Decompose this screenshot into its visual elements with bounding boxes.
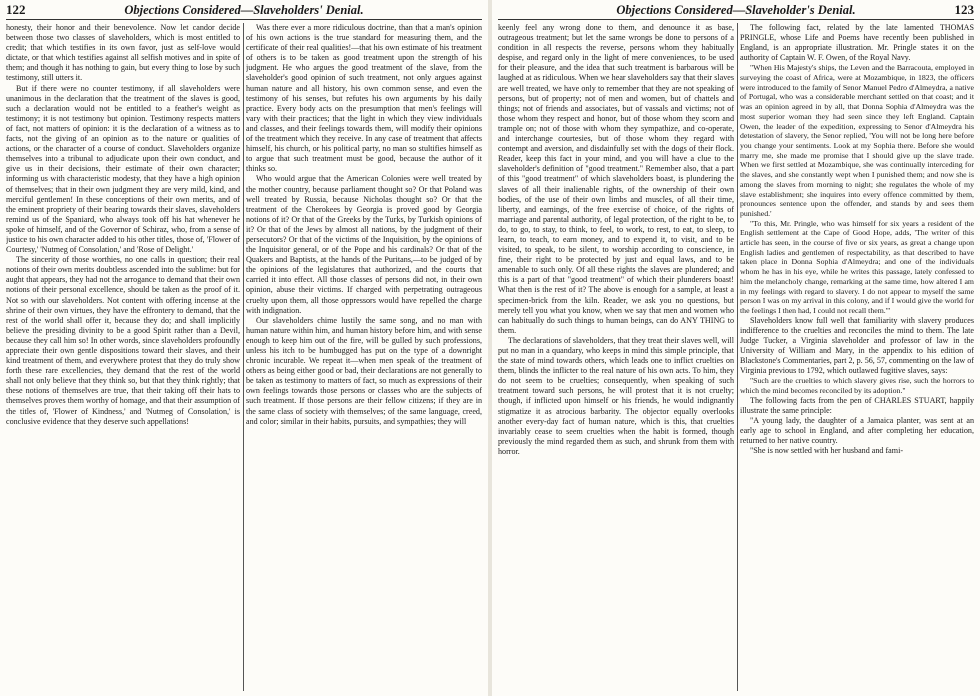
quoted-paragraph: "To this, Mr. Pringle, who was himself for six years a resident of the English settlement at the Cape of Good Hope, adds, 'The writer of this article has seen, in the course of five or six years, as great a change upon English ladies and gentlemen of respectability, as that described to have taken place in Donna Sophia d'Almeydra; and one of the individuals whom he has in his eye, while he writes this passage, lately confessed to him the melancholy change, remarking at the same time, how altered I am in my feelings with regard to slavery. I do not appear to myself the same person I was on my arrival in this colony, and if I would give the world for the feelings I then had, I could not recall them.'"	[740, 218, 974, 315]
paragraph: "A young lady, the daughter of a Jamaica planter, was sent at an early age to school in England, and after completing her education, returned to her native country.	[740, 415, 974, 445]
paragraph: Slaveholders know full well that familiarity with slavery produces indifference to the cruelties and reconciles the mind to them. The late Judge Tucker, a Virginia slaveholder and professor of law in the University of William and Mary, in the appendix to his edition of Blackstone's Commentaries, part 2, p. 56, 57, commenting on the law of Virginia previous to 1792, which outlawed fugitive slaves, says:	[740, 315, 974, 376]
paragraph: The following fact, related by the late lamented THOMAS PRINGLE, whose Life and Poems have recently been published in England, is an appropriate illustration. Mr. Pringle states it on the authority of Captain W. F. Owen, of the Royal Navy.	[740, 23, 974, 63]
page-number: 122	[6, 2, 26, 17]
right-page	[492, 0, 980, 696]
paragraph: The following facts from the pen of CHARLES STUART, happily illustrate the same principle:	[740, 395, 974, 415]
column-divider	[737, 23, 738, 691]
header-rule	[498, 19, 974, 20]
text-column-2	[740, 23, 974, 693]
running-title: Objections Considered—Slaveholder's Denial.	[616, 3, 856, 17]
paragraph: honesty, their honor and their benevolence. Now let candor decide between those two classes of slaveholders, which is most entitled to credit; that which testifies in its own favor, just as self-love would dictate, or that which testifies against all selfish motives and in spite of them; and though it has nothing to gain, but every thing to lose by such testimony, still utters it.	[6, 23, 240, 83]
page-number: 123	[954, 2, 974, 17]
page-header	[6, 2, 482, 18]
quoted-paragraph: "Such are the cruelties to which slavery gives rise, such the horrors to which the mind becomes reconciled by its adoption."	[740, 376, 974, 395]
text-column-2	[246, 23, 482, 693]
paragraph: But if there were no counter testimony, if all slaveholders were unanimous in the declaration that the treatment of the slaves is good, such a declaration would not be entitled to a feather's weight as testimony; it is not testimony but opinion. Testimony respects matters of fact, not matters of opinion: it is the declaration of a witness as to facts, not the giving of an opinion as to the nature or qualities of actions, or the character of a course of conduct. Slaveholders organize themselves into a tribunal to adjudicate upon their own conduct, and give us in their decisions, their estimate of their own character; informing us with characteristic modesty, that they have a high opinion of themselves; that in their own judgment they are very mild, kind, and merciful gentlemen! In these conceptions of their own merits, and of the eminent propriety of their bearing towards their slaves, slaveholders remind us of the Spaniard, who always took off his hat whenever he spoke of himself, and of the Governor of Schiraz, who, from a sense of justice to his own character added to his other titles, those of, 'Flower of Courtesy,' 'Nutmeg of Consolation,' and 'Rose of Delight.'	[6, 83, 240, 255]
quoted-paragraph: "When His Majesty's ships, the Leven and the Barracouta, employed in surveying the coast of Africa, were at Mozambique, in 1823, the officers were introduced to the family of Senor Manuel Pedro d'Almeydra, a native of Portugal, who was a considerable merchant settled on that coast; and it was an opinion agreed in by all, that Donna Sophia d'Almeydra was the most superior woman they had seen since they left England. Captain Owen, the leader of the expedition, expressing to Senor d'Almeydra his detestation of slavery, the Senor replied, 'You will not be long here before you change your sentiments. Look at my Sophia there. Before she would marry me, she made me promise that I should give up the slave trade. When we first settled at Mozambique, she was continually interceding for the slaves, and she constantly wept when I punished them; and now she is among the slaves from morning to night; she regulates the whole of my slave establishment; she inquires into every offence committed by them, pronounces sentence upon the offender, and stands by and sees them punished.'	[740, 63, 974, 218]
text-column-1	[498, 23, 734, 693]
paragraph: The sincerity of those worthies, no one calls in question; their real notions of their own merits doubtless ascended into the sublime: but for aught that appears, they had not the arrogance to demand that their own notions of their personal excellence, should be taken as the proof of it. Not so with our slaveholders. Not content with offering incense at the shrine of their own virtues, they have the effrontery to demand, that the rest of the world shall offer it, because they do; and shall implicitly believe the presiding divinity to be a good Spirit rather than a Devil, because they call him so! In other words, since slaveholders profoundly appreciate their own gentle dispositions toward their slaves, and their kind treatment of them, and everywhere protest that they do truly show forth these rare excellencies, they demand that the rest of the world shall not only believe that they think so, but that they think rightly; that these notions of themselves are true, that their taking off their hats to themselves proves them worthy of homage, and that their assumption of the titles of, 'Flower of Kindness,' and 'Nutmeg of Consolation,' is conclusive evidence that they deserve such appellations!	[6, 255, 240, 426]
paragraph: keenly feel any wrong done to them, and denounce it as base, outrageous treatment; but let the same wrongs be done to persons of a condition in all respects the reverse, persons whom they habitually despise, and regard only in the light of mere conveniences, to be used for their pleasure, and the idea that such treatment is barbarous will be laughed at as ridiculous. When we hear slaveholders say that their slaves are well treated, we have only to remember that they are not speaking of persons, but of property; not of men and women, but of chattels and things; not of friends and associates, but of vassals and victims; not of those whom they respect and honor, but of those whom they scorn and trample on; not of those with whom they sympathize, and co-operate, and interchange courtesies, but of those whom they regard with contempt and aversion, and disdainfully set with the dogs of their flock. Reader, keep this fact in your mind, and you will have a clue to the slaveholder's definition of "good treatment." Remember also, that a part of this "good treatment" of which slaveholders boast, is plundering the slaves of all their inalienable rights, of the ownership of their own bodies, of the use of their own limbs and muscles, of all their time, liberty, and earnings, of the free exercise of choice, of the rights of marriage and parental authority, of legal protection, of the right to be, to do, to go, to stay, to think, to feel, to work, to rest, to eat, to sleep, to learn, to teach, to earn money, and to expend it, to visit, and to be visited, to speak, to be silent, to worship according to conscience, in fine, their right to be protected by just and equal laws, and to be amenable to such only. Of all these rights the slaves are plundered; and this is a part of that "good treatment" of which their plunderers boast! What then is the rest of it? The above is enough for a sample, at least a specimen-brick from the kiln. Reader, we ask you no questions, but merely tell you what you know, when we say that men and women who can habitually do such things to human beings, can do ANY THING to them.	[498, 23, 734, 335]
running-title: Objections Considered—Slaveholders' Denial.	[124, 3, 364, 17]
paragraph: Who would argue that the American Colonies were well treated by the mother country, because parliament thought so? Or that Poland was well treated by Russia, because Nicholas thought so? Or that the treatment of the Cherokees by Georgia is proved good by Georgia notions of it? Or that of the Greeks by the Turks, by Turkish opinions of it? Or that of the Jews by almost all nations, by the judgment of their persecutors? Or that of the victims of the Inquisition, by the opinions of the Inquisitor general, or of the Pope and his cardinals? Or that of the Quakers and Baptists, at the hands of the Puritans,—to be judged of by the opinions of the legislatures that authorized, and the courts that carried it into effect. All those classes of persons did not, in their own opinion, abuse their victims. If charged with perpetrating outrageous cruelty upon them, all those oppressors would have repelled the charge with indignation.	[246, 174, 482, 315]
page-header	[498, 2, 974, 18]
header-rule	[6, 19, 482, 20]
left-page	[0, 0, 488, 696]
paragraph: Was there ever a more ridiculous doctrine, than that a man's opinion of his own actions is the true standard for measuring them, and the certificate of their real qualities!—that his own estimate of his treatment of others is to be taken as good treatment upon the strength of his judgment. He who argues the good treatment of the slave, from the slaveholder's good opinion of such treatment, not only argues against human nature and all history, his own common sense, and even the testimony of his senses, but refutes his own arguments by his daily practice. Every body acts on the presumption that men's feelings will vary with their practices; that the light in which they view individuals and classes, and their feelings towards them, will modify their opinions of the treatment which they receive. In any case of treatment that affects himself, his church, or his political party, no man so stultifies himself as to argue that such treatment must be good, because the author of it thinks so.	[246, 23, 482, 174]
paragraph: "She is now settled with her husband and fami-	[750, 446, 904, 456]
paragraph: Our slaveholders chime lustily the same song, and no man with human nature within him, and human history before him, and with sense enough to keep him out of the fire, will be gulled by such professions, unless his itch to be humbugged has put on the type of a downright chronic incurable. We repeat it—when men speak of the treatment of others as being either good or bad, their declarations are not generally to be taken as testimony to matters of fact, so much as expressions of their own feelings towards those persons or classes who are the subjects of such treatment. If those persons are their fellow citizens; if they are in the same class of society with themselves; of the same language, creed, and color; similar in their habits, pursuits, and sympathies; they will	[246, 315, 482, 426]
paragraph: The declarations of slaveholders, that they treat their slaves well, will put no man in a quandary, who keeps in mind this simple principle, that the state of mind towards others, which leads one to inflict cruelties on them, blinds the inflicter to the real nature of his own acts. To him, they do not seem to be cruelties; consequently, when speaking of such treatment toward such persons, he will protest that it is not cruelty; though, if inflicted upon himself or his friends, he would indignantly stigmatize it as atrocious barbarity. The objector equally overlooks another every-day fact of human nature, which is this, that cruelties invariably cease to seem cruelties when the habit is formed, though previously the mind regarded them as such, and shrunk from them with horror.	[498, 335, 734, 456]
column-divider	[243, 23, 244, 691]
text-column-1	[6, 23, 240, 693]
